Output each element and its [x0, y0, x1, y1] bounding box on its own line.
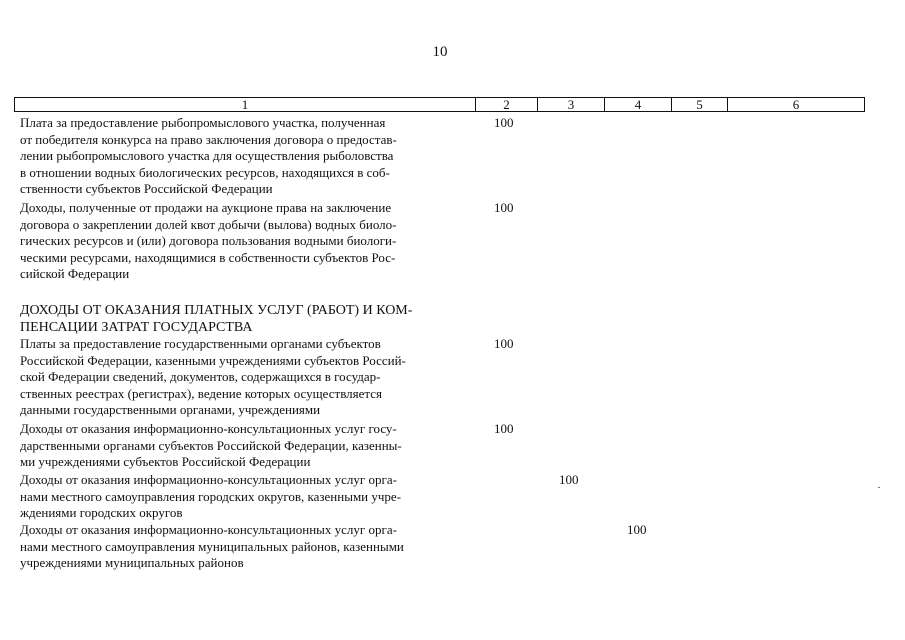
- description-line: ждениями городских округов: [20, 505, 183, 520]
- description-line: Доходы от оказания информационно-консультационных услуг орга-: [20, 522, 397, 537]
- description-line: Доходы от оказания информационно-консультационных услуг госу-: [20, 421, 397, 436]
- description-line: ми учреждениями субъектов Российской Федерации: [20, 454, 311, 469]
- description-line: договора о закреплении долей квот добычи (вылова) водных биоло-: [20, 216, 397, 232]
- table-row-description: [20, 472, 480, 522]
- table-header-row: [14, 97, 865, 112]
- header-col-5: 5: [671, 98, 727, 111]
- section-title-line: ПЕНСАЦИИ ЗАТРАТ ГОСУДАРСТВА: [20, 320, 253, 335]
- table-row-description: [20, 115, 480, 198]
- table-row-value: 100: [494, 200, 514, 215]
- description-line: Российской Федерации, казенными учреждениями субъектов Россий-: [20, 352, 406, 368]
- description-line: дарственными органами субъектов Российской Федерации, казенны-: [20, 437, 402, 453]
- table-row-description: [20, 522, 480, 572]
- description-line: ственности субъектов Российской Федерации: [20, 181, 273, 196]
- description-line: Платы за предоставление государственными органами субъектов: [20, 336, 381, 351]
- header-col-3: 3: [537, 98, 604, 111]
- description-line: нами местного самоуправления городских округов, казенными учре-: [20, 488, 402, 504]
- description-line: Доходы, полученные от продажи на аукционе права на заключение: [20, 200, 392, 215]
- description-line: в отношении водных биологических ресурсов, находящихся в соб-: [20, 164, 390, 180]
- section-title-line: ДОХОДЫ ОТ ОКАЗАНИЯ ПЛАТНЫХ УСЛУГ (РАБОТ) И КОМ-: [20, 303, 413, 318]
- table-row-description: [20, 200, 480, 283]
- description-line: ственных реестрах (регистрах), ведение которых осуществляется: [20, 385, 383, 401]
- description-line: ческими ресурсами, находящимися в собственности субъектов Рос-: [20, 249, 396, 265]
- description-line: сийской Федерации: [20, 266, 130, 281]
- description-line: нами местного самоуправления муниципальных районов, казенными: [20, 538, 404, 554]
- description-line: учреждениями муниципальных районов: [20, 555, 244, 570]
- table-row-value: 100: [494, 421, 514, 436]
- table-row-value: 100: [627, 522, 647, 537]
- description-line: данными государственными органами, учреждениями: [20, 402, 321, 417]
- description-line: гических ресурсов и (или) договора пользования водными биологи-: [20, 233, 397, 248]
- description-line: Доходы от оказания информационно-консультационных услуг орга-: [20, 472, 397, 487]
- description-line: ской Федерации сведений, документов, содержащихся в государ-: [20, 369, 381, 384]
- section-title: [20, 302, 412, 336]
- table-row-value: 100: [494, 336, 514, 351]
- scan-mark: [878, 487, 880, 488]
- header-col-2: 2: [475, 98, 537, 111]
- header-col-4: 4: [604, 98, 671, 111]
- description-line: лении рыбопромыслового участка для осуществления рыболовства: [20, 148, 394, 163]
- page-number: 10: [432, 44, 448, 60]
- header-col-6: 6: [727, 98, 864, 111]
- table-row-description: [20, 421, 480, 471]
- description-line: Плата за предоставление рыбопромыслового участка, полученная: [20, 115, 386, 130]
- table-row-value: 100: [494, 115, 514, 130]
- table-row-description: [20, 336, 480, 419]
- table-row-value: 100: [559, 472, 579, 487]
- description-line: от победителя конкурса на право заключения договора о предостав-: [20, 131, 397, 147]
- header-col-1: 1: [241, 97, 249, 112]
